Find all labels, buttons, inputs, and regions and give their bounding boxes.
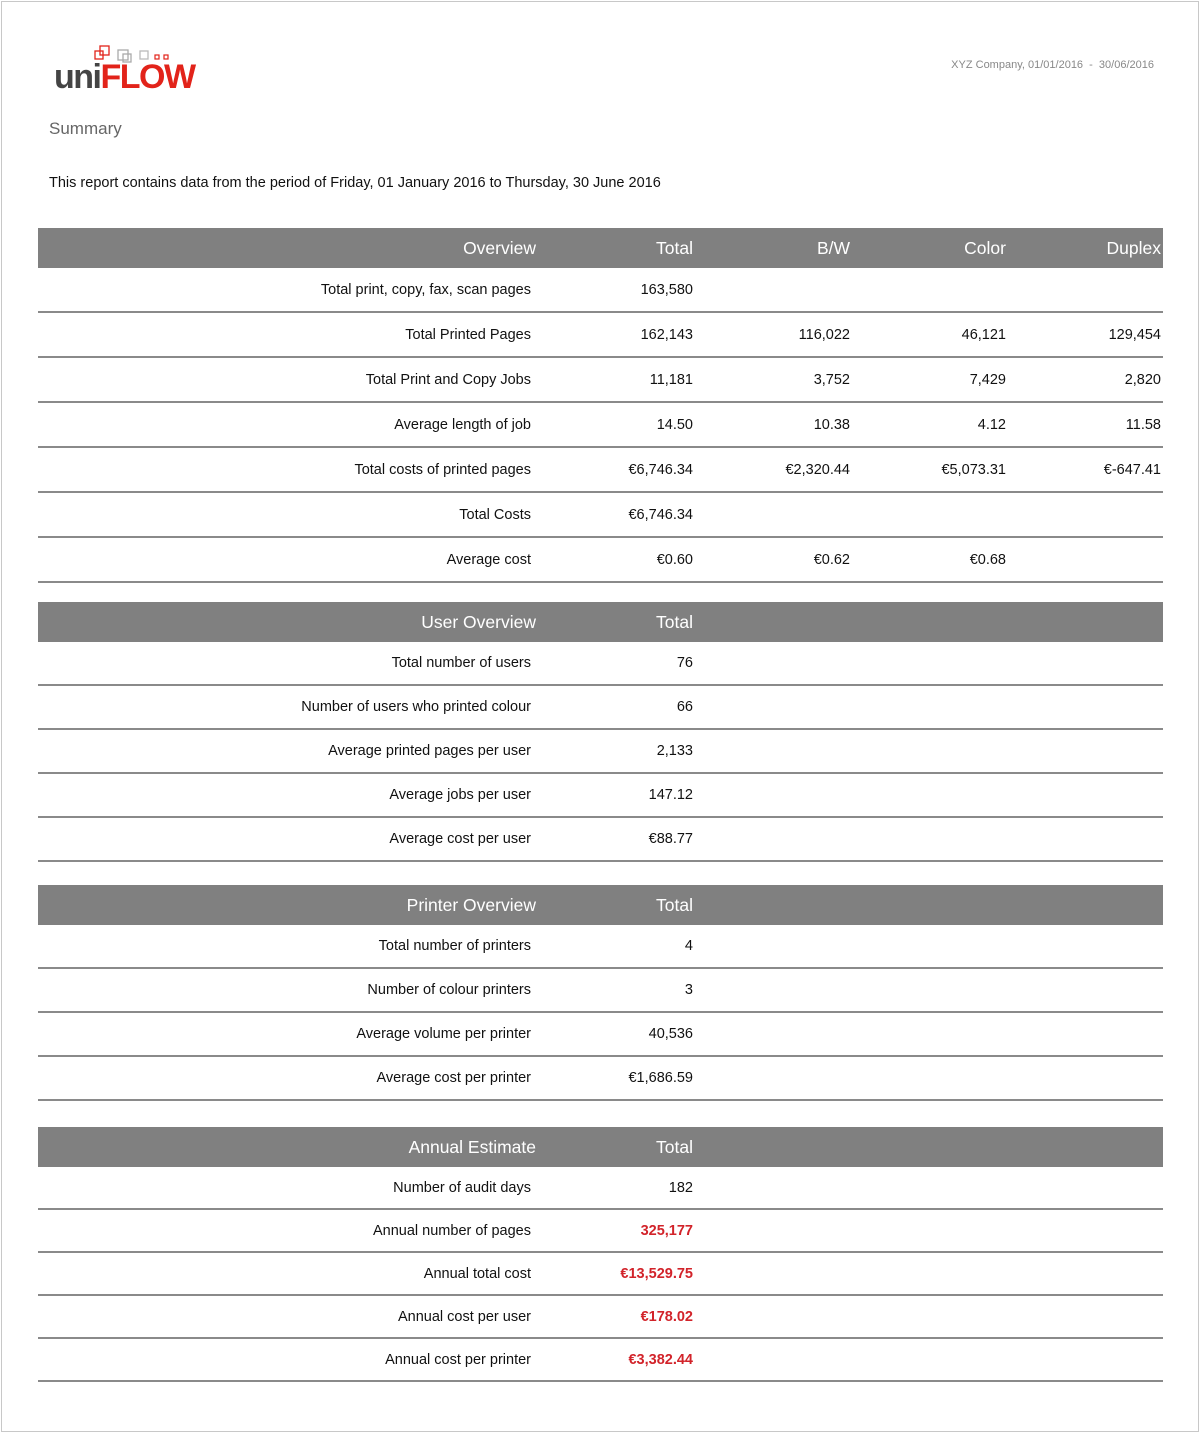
table-row xyxy=(38,1338,1163,1381)
cell-value xyxy=(1008,1209,1163,1252)
table-row xyxy=(38,1295,1163,1338)
cell-value xyxy=(1008,537,1163,582)
row-label: Average cost per printer xyxy=(38,1056,538,1100)
cell-value xyxy=(1008,817,1163,861)
table-row xyxy=(38,1056,1163,1100)
cell-value xyxy=(1008,1252,1163,1295)
column-header xyxy=(852,885,1008,925)
cell-value xyxy=(1008,925,1163,968)
cell-value xyxy=(695,729,852,773)
cell-value: 4.12 xyxy=(852,402,1008,447)
company-period: XYZ Company, 01/01/2016 - 30/06/2016 xyxy=(951,59,1154,71)
cell-value xyxy=(695,1209,852,1252)
column-header: Total xyxy=(538,1127,695,1167)
column-header xyxy=(695,885,852,925)
cell-value xyxy=(1008,268,1163,312)
section-header-label: Printer Overview xyxy=(38,885,538,925)
row-label: Annual number of pages xyxy=(38,1209,538,1252)
cell-value: 11,181 xyxy=(538,357,695,402)
cell-value: 7,429 xyxy=(852,357,1008,402)
cell-value xyxy=(852,1295,1008,1338)
cell-value: 11.58 xyxy=(1008,402,1163,447)
row-label: Average cost xyxy=(38,537,538,582)
cell-value xyxy=(1008,968,1163,1012)
row-label: Total Costs xyxy=(38,492,538,537)
column-header: Total xyxy=(538,885,695,925)
cell-value: €-647.41 xyxy=(1008,447,1163,492)
row-label: Total number of printers xyxy=(38,925,538,968)
table-row xyxy=(38,773,1163,817)
cell-value: 14.50 xyxy=(538,402,695,447)
section-header-label: Overview xyxy=(38,228,538,268)
cell-value: 46,121 xyxy=(852,312,1008,357)
cell-value xyxy=(852,685,1008,729)
cell-value xyxy=(1008,1056,1163,1100)
cell-value xyxy=(695,968,852,1012)
cell-value xyxy=(1008,685,1163,729)
cell-value: 325,177 xyxy=(538,1209,695,1252)
cell-value xyxy=(1008,1167,1163,1209)
column-header xyxy=(852,602,1008,642)
cell-value: 147.12 xyxy=(538,773,695,817)
cell-value xyxy=(852,1167,1008,1209)
cell-value xyxy=(852,773,1008,817)
table-header-row xyxy=(38,602,1163,642)
cell-value xyxy=(1008,773,1163,817)
column-header xyxy=(695,602,852,642)
table-row xyxy=(38,492,1163,537)
row-label: Average volume per printer xyxy=(38,1012,538,1056)
column-header xyxy=(1008,602,1163,642)
row-label: Total Printed Pages xyxy=(38,312,538,357)
cell-value: €5,073.31 xyxy=(852,447,1008,492)
cell-value xyxy=(695,1056,852,1100)
column-header xyxy=(1008,1127,1163,1167)
cell-value: 66 xyxy=(538,685,695,729)
row-label: Number of audit days xyxy=(38,1167,538,1209)
cell-value xyxy=(695,268,852,312)
column-header: Total xyxy=(538,228,695,268)
cell-value xyxy=(852,1338,1008,1381)
column-header: Color xyxy=(852,228,1008,268)
cell-value: €0.68 xyxy=(852,537,1008,582)
table-header-row xyxy=(38,1127,1163,1167)
table-row xyxy=(38,1012,1163,1056)
cell-value xyxy=(1008,1295,1163,1338)
row-label: Annual cost per user xyxy=(38,1295,538,1338)
table-header-row xyxy=(38,885,1163,925)
cell-value xyxy=(852,1209,1008,1252)
table-row xyxy=(38,402,1163,447)
table-row xyxy=(38,968,1163,1012)
cell-value: €178.02 xyxy=(538,1295,695,1338)
cell-value xyxy=(695,817,852,861)
cell-value xyxy=(695,1252,852,1295)
cell-value: €2,320.44 xyxy=(695,447,852,492)
row-label: Average printed pages per user xyxy=(38,729,538,773)
cell-value xyxy=(1008,642,1163,685)
cell-value: 2,133 xyxy=(538,729,695,773)
cell-value xyxy=(852,925,1008,968)
cell-value: €3,382.44 xyxy=(538,1338,695,1381)
logo-text-flow: FLOW xyxy=(100,58,195,96)
cell-value: €0.60 xyxy=(538,537,695,582)
cell-value: 3 xyxy=(538,968,695,1012)
column-header: Total xyxy=(538,602,695,642)
row-label: Average cost per user xyxy=(38,817,538,861)
table-row xyxy=(38,312,1163,357)
cell-value xyxy=(852,642,1008,685)
cell-value xyxy=(695,773,852,817)
cell-value xyxy=(852,729,1008,773)
cell-value xyxy=(1008,492,1163,537)
cell-value xyxy=(695,1295,852,1338)
column-header: Duplex xyxy=(1008,228,1163,268)
annual-estimate-table xyxy=(38,1127,1163,1382)
cell-value: 10.38 xyxy=(695,402,852,447)
column-header xyxy=(1008,885,1163,925)
cell-value xyxy=(1008,1012,1163,1056)
cell-value: €6,746.34 xyxy=(538,447,695,492)
table-row xyxy=(38,685,1163,729)
user-overview-table xyxy=(38,602,1163,862)
row-label: Total number of users xyxy=(38,642,538,685)
cell-value xyxy=(852,268,1008,312)
cell-value xyxy=(695,925,852,968)
uniflow-logo xyxy=(54,44,194,96)
cell-value xyxy=(852,492,1008,537)
logo-text-uni: uni xyxy=(54,58,101,96)
column-header xyxy=(695,1127,852,1167)
row-label: Annual cost per printer xyxy=(38,1338,538,1381)
cell-value xyxy=(695,492,852,537)
row-label: Average jobs per user xyxy=(38,773,538,817)
cell-value xyxy=(852,1012,1008,1056)
table-row xyxy=(38,1167,1163,1209)
cell-value: 4 xyxy=(538,925,695,968)
row-label: Annual total cost xyxy=(38,1252,538,1295)
row-label: Total costs of printed pages xyxy=(38,447,538,492)
cell-value xyxy=(852,968,1008,1012)
cell-value: 40,536 xyxy=(538,1012,695,1056)
row-label: Average length of job xyxy=(38,402,538,447)
column-header xyxy=(852,1127,1008,1167)
cell-value xyxy=(695,1012,852,1056)
table-row xyxy=(38,268,1163,312)
cell-value: 162,143 xyxy=(538,312,695,357)
page-title: Summary xyxy=(49,119,122,138)
cell-value: €88.77 xyxy=(538,817,695,861)
row-label: Total Print and Copy Jobs xyxy=(38,357,538,402)
report-intro: This report contains data from the period of Friday, 01 January 2016 to Thursday, 30 June 2016 xyxy=(49,175,661,191)
table-row xyxy=(38,447,1163,492)
cell-value: 76 xyxy=(538,642,695,685)
cell-value xyxy=(1008,1338,1163,1381)
table-row xyxy=(38,1209,1163,1252)
cell-value: €6,746.34 xyxy=(538,492,695,537)
cell-value: 129,454 xyxy=(1008,312,1163,357)
table-row xyxy=(38,925,1163,968)
cell-value: 3,752 xyxy=(695,357,852,402)
cell-value: 116,022 xyxy=(695,312,852,357)
cell-value: €0.62 xyxy=(695,537,852,582)
cell-value: €13,529.75 xyxy=(538,1252,695,1295)
table-row xyxy=(38,642,1163,685)
cell-value: 2,820 xyxy=(1008,357,1163,402)
cell-value xyxy=(695,1338,852,1381)
cell-value xyxy=(852,817,1008,861)
table-row xyxy=(38,537,1163,582)
section-header-label: User Overview xyxy=(38,602,538,642)
row-label: Number of users who printed colour xyxy=(38,685,538,729)
overview-table xyxy=(38,228,1163,583)
cell-value xyxy=(695,685,852,729)
table-header-row xyxy=(38,228,1163,268)
table-row xyxy=(38,357,1163,402)
printer-overview-table xyxy=(38,885,1163,1101)
cell-value xyxy=(1008,729,1163,773)
cell-value xyxy=(695,642,852,685)
row-label: Number of colour printers xyxy=(38,968,538,1012)
cell-value xyxy=(695,1167,852,1209)
table-row xyxy=(38,817,1163,861)
table-row xyxy=(38,1252,1163,1295)
row-label: Total print, copy, fax, scan pages xyxy=(38,268,538,312)
column-header: B/W xyxy=(695,228,852,268)
cell-value: 163,580 xyxy=(538,268,695,312)
cell-value xyxy=(852,1252,1008,1295)
table-row xyxy=(38,729,1163,773)
cell-value xyxy=(852,1056,1008,1100)
cell-value: 182 xyxy=(538,1167,695,1209)
section-header-label: Annual Estimate xyxy=(38,1127,538,1167)
cell-value: €1,686.59 xyxy=(538,1056,695,1100)
